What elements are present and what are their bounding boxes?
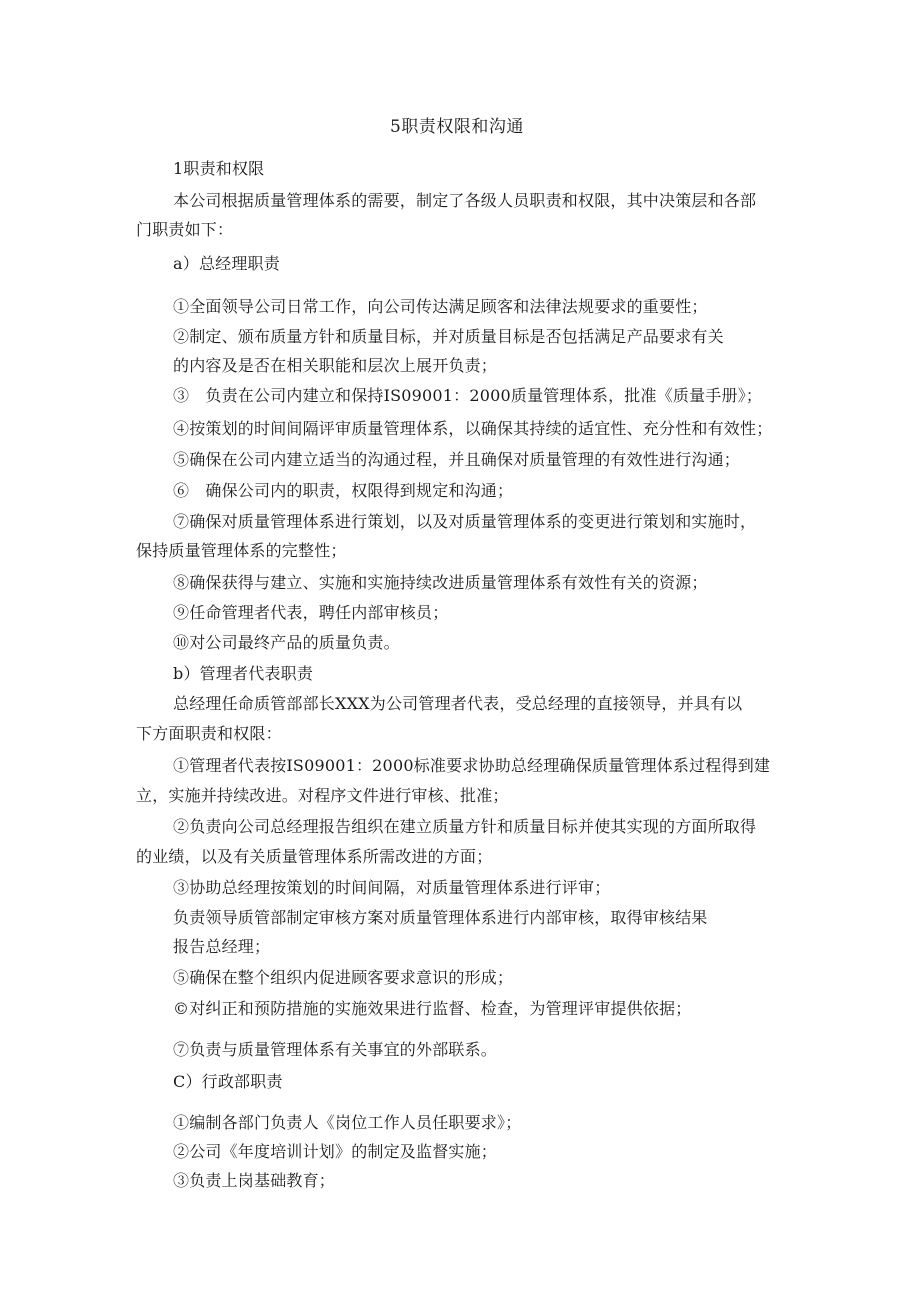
subsection-heading-admin-dept: C）行政部职责 <box>173 1072 283 1091</box>
paragraph-line: ③ 负责在公司内建立和保持IS09001：2000质量管理体系，批准《质量手册》； <box>173 386 763 405</box>
paragraph-line: 负责领导质管部制定审核方案对质量管理体系进行内部审核，取得审核结果 <box>173 908 708 927</box>
paragraph-line: ⑤确保在公司内建立适当的沟通过程，并且确保对质量管理的有效性进行沟通； <box>173 450 741 469</box>
section-heading: 1职责和权限 <box>173 159 265 178</box>
paragraph-line: ①编制各部门负责人《岗位工作人员任职要求》； <box>173 1113 522 1132</box>
paragraph-line: ②制定、颁布质量方针和质量目标，并对质量目标是否包括满足产品要求有关 <box>173 327 724 346</box>
paragraph-line: ⑤确保在整个组织内促进顾客要求意识的形成； <box>173 968 514 987</box>
paragraph-line: ⑦确保对质量管理体系进行策划，以及对质量管理体系的变更进行策划和实施时， <box>173 512 757 531</box>
intro-line: 门职责如下： <box>136 220 234 239</box>
subsection-heading-management-rep: b）管理者代表职责 <box>173 664 314 683</box>
paragraph-line: ⑦负责与质量管理体系有关事宜的外部联系。 <box>173 1040 498 1059</box>
paragraph-line: ⑥ 确保公司内的职责，权限得到规定和沟通； <box>173 481 514 500</box>
paragraph-line: ©对纠正和预防措施的实施效果进行监督、检查，为管理评审提供依据； <box>173 999 692 1018</box>
paragraph-line: ①全面领导公司日常工作，向公司传达满足顾客和法律法规要求的重要性； <box>173 297 708 316</box>
paragraph-line: ④按策划的时间间隔评审质量管理体系，以确保其持续的适宜性、充分性和有效性； <box>173 419 773 438</box>
paragraph-line: ③负责上岗基础教育； <box>173 1171 336 1190</box>
paragraph-line: 的内容及是否在相关职能和层次上展开负责； <box>173 356 498 375</box>
paragraph-line: 保持质量管理体系的完整性； <box>136 541 347 560</box>
paragraph-line: ②公司《年度培训计划》的制定及监督实施； <box>173 1142 498 1161</box>
paragraph-line: 立，实施并持续改进。对程序文件进行审核、批准； <box>136 786 509 805</box>
paragraph-line: ①管理者代表按IS09001：2000标准要求协助总经理确保质量管理体系过程得到建 <box>173 756 771 775</box>
intro-line: 本公司根据质量管理体系的需要，制定了各级人员职责和权限，其中决策层和各部 <box>173 191 757 210</box>
paragraph-line: ⑨任命管理者代表，聘任内部审核员； <box>173 603 449 622</box>
subsection-heading-general-manager: a）总经理职责 <box>173 254 280 273</box>
paragraph-line: ②负责向公司总经理报告组织在建立质量方针和质量目标并使其实现的方面所取得 <box>173 817 757 836</box>
document-title: 5职责权限和沟通 <box>390 117 524 137</box>
paragraph-line: 报告总经理； <box>173 937 271 956</box>
paragraph-line: 的业绩，以及有关质量管理体系所需改进的方面； <box>136 847 493 866</box>
paragraph-line: ⑧确保获得与建立、实施和实施持续改进质量管理体系有效性有关的资源； <box>173 573 708 592</box>
paragraph-line: ⑩对公司最终产品的质量负责。 <box>173 633 400 652</box>
paragraph-line: ③协助总经理按策划的时间间隔，对质量管理体系进行评审； <box>173 878 611 897</box>
paragraph-line: 下方面职责和权限： <box>136 724 282 743</box>
paragraph-line: 总经理任命质管部部长XXX为公司管理者代表，受总经理的直接领导，并具有以 <box>173 694 743 713</box>
